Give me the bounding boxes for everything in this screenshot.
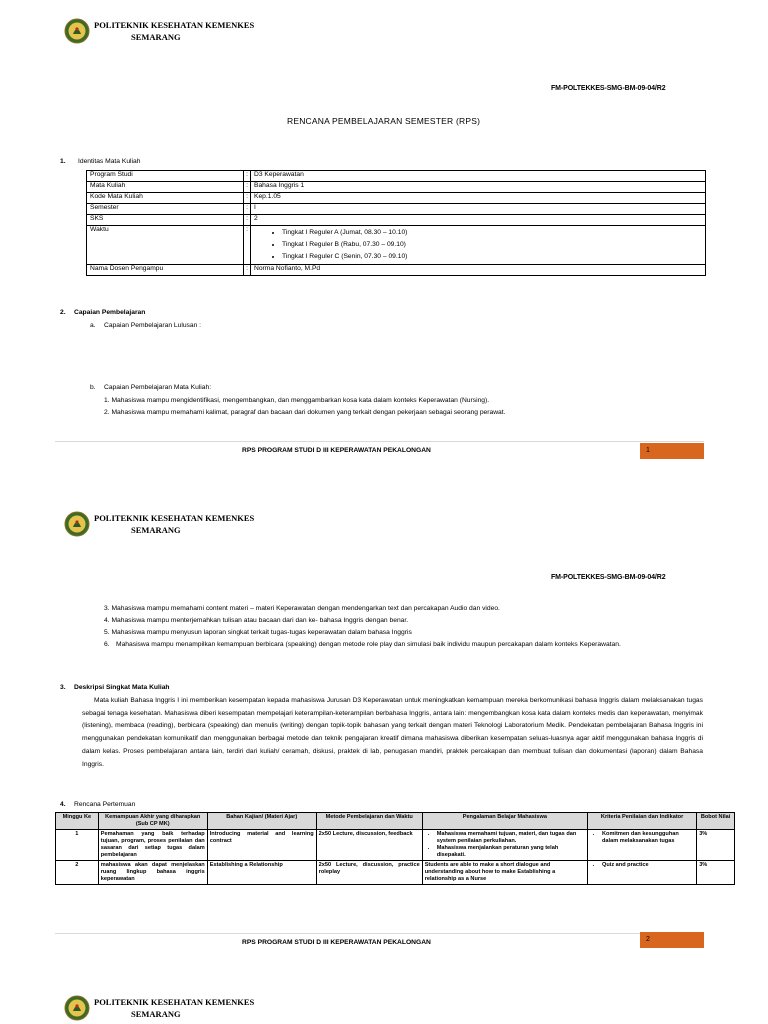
form-code: FM-POLTEKKES-SMG-BM-09-04/R2 xyxy=(551,574,666,581)
cpmk-item-number: 4. xyxy=(104,617,110,624)
section3-title: Deskripsi Singkat Mata Kuliah xyxy=(74,684,170,691)
cpmk-item xyxy=(104,615,704,627)
document-title: RENCANA PEMBELAJARAN SEMESTER (RPS) xyxy=(287,116,481,126)
cell-ability: Pemahaman yang baik terhadap tujuan, program, proses penilaian dan sasaran dari setiap tugas dalam pembelajaran xyxy=(98,830,207,861)
page3-header-logo-block xyxy=(64,995,254,1021)
cpmk-item-text: Mahasiswa mampu mengidentifikasi, mengembangkan, dan menggambarkan kosa kata dalam konteks Keperawatan (Nursing). xyxy=(111,397,490,404)
table-row xyxy=(56,861,735,885)
cpmk-item-text: Mahasiswa mampu menterjemahkan tulisan atau bacaan dari dan ke- bahasa Inggris dengan benar. xyxy=(111,617,409,624)
identity-value: I xyxy=(251,204,706,215)
cpmk-item xyxy=(104,395,704,407)
cell-material: Establishing a Relationship xyxy=(207,861,316,885)
footer-divider xyxy=(55,933,704,934)
cpmk-item-text: Mahasiswa mampu menampilkan kemampuan berbicara (speaking) dengan metode role play dan simulasi baik individu maupun percakapan dalam konteks Keperawatan. xyxy=(116,641,621,648)
experience-item: • Mahasiswa memahami tujuan, materi, dan tugas dan system penilaian perkuliahan. xyxy=(437,831,585,845)
cell-material: Introducing material and learning contract xyxy=(207,830,316,861)
identity-value: Norma Nofianto, M.Pd xyxy=(251,265,706,276)
cpmk-label: Capaian Pembelajaran Mata Kuliah: xyxy=(104,384,212,391)
identity-label: Semester xyxy=(87,204,244,215)
criteria-item: • Quiz and practice xyxy=(602,862,694,869)
cpmk-item xyxy=(104,603,704,615)
cpl-marker: a. xyxy=(90,322,96,329)
section4-number: 4. xyxy=(60,801,66,808)
criteria-item: • Komitmen dan kesungguhan dalam melaksanakan tugas xyxy=(602,831,694,845)
cpmk-list-page2 xyxy=(104,603,704,651)
identity-label: Kode Mata Kuliah xyxy=(87,193,244,204)
cpmk-item-number: 5. xyxy=(104,629,110,636)
identity-row xyxy=(87,265,706,276)
col-header: Metode Pembelajaran dan Waktu xyxy=(316,813,422,830)
cpmk-item xyxy=(104,627,704,639)
cell-experience xyxy=(422,830,587,861)
institution-name: POLITEKNIK KESEHATAN KEMENKES xyxy=(94,513,255,523)
cpmk-marker: b. xyxy=(90,384,96,391)
identity-row xyxy=(87,204,706,215)
identity-sep: : xyxy=(244,265,251,276)
page1-header-logo-block xyxy=(64,18,254,44)
institution-name: POLITEKNIK KESEHATAN KEMENKES xyxy=(94,20,255,30)
cpmk-item xyxy=(104,407,704,419)
section1-number: 1. xyxy=(60,158,66,165)
identity-label: Mata Kuliah xyxy=(87,182,244,193)
col-header: Bobot Nilai xyxy=(697,813,735,830)
identity-label: Waktu xyxy=(87,226,244,265)
page2-header-logo-block xyxy=(64,511,254,537)
identity-value: Bahasa Inggris 1 xyxy=(251,182,706,193)
section2-number: 2. xyxy=(60,309,66,316)
col-header: Minggu Ke xyxy=(56,813,99,830)
poltekkes-emblem-icon xyxy=(64,995,90,1021)
cell-weight: 3% xyxy=(697,830,735,861)
cpmk-item xyxy=(104,639,704,651)
cpl-label: Capaian Pembelajaran Lulusan : xyxy=(104,322,202,329)
identity-label: Nama Dosen Pengampu xyxy=(87,265,244,276)
cpmk-item-number: 2. xyxy=(104,409,110,416)
section4-title: Rencana Pertemuan xyxy=(74,801,136,808)
cell-ability: mahasiswa akan dapat menjelaskan ruang lingkup bahasa inggris keperawatan xyxy=(98,861,207,885)
poltekkes-emblem-icon xyxy=(64,18,90,44)
identity-sep: : xyxy=(244,193,251,204)
cell-week: 2 xyxy=(56,861,99,885)
meeting-plan-table xyxy=(55,812,735,885)
identity-sep: : xyxy=(244,171,251,182)
page-number-box: 1 xyxy=(640,443,704,459)
cell-experience: Students are able to make a short dialogue and understanding about how to make Establishing a relationship as a Nurse xyxy=(422,861,587,885)
table-row xyxy=(56,830,735,861)
institution-city: SEMARANG xyxy=(131,1009,181,1019)
identity-value: Kep.1.05 xyxy=(251,193,706,204)
institution-city: SEMARANG xyxy=(131,32,181,42)
section2-title: Capaian Pembelajaran xyxy=(74,309,146,316)
footer-label: RPS PROGRAM STUDI D III KEPERAWATAN PEKALONGAN xyxy=(242,939,431,946)
identity-row-waktu xyxy=(87,226,706,265)
cell-criteria xyxy=(588,830,697,861)
institution-name: POLITEKNIK KESEHATAN KEMENKES xyxy=(94,997,255,1007)
col-header: Bahan Kajian/ (Materi Ajar) xyxy=(207,813,316,830)
footer-divider xyxy=(55,441,704,442)
cpmk-item-text: Mahasiswa mampu memahami content materi – materi Keperawatan dengan mendengarkan text dan percakapan Audio dan video. xyxy=(111,605,500,612)
form-code: FM-POLTEKKES-SMG-BM-09-04/R2 xyxy=(551,85,666,92)
page-number-box: 2 xyxy=(640,932,704,948)
cpmk-item-number: 3. xyxy=(104,605,110,612)
identity-sep: : xyxy=(244,215,251,226)
cpmk-item-number: 1. xyxy=(104,397,110,404)
schedule-item: • Tingkat I Reguler B (Rabu, 07.30 – 09.10) xyxy=(282,239,702,251)
cell-criteria xyxy=(588,861,697,885)
identity-table xyxy=(86,170,706,276)
identity-sep: : xyxy=(244,226,251,265)
identity-sep: : xyxy=(244,204,251,215)
section1-title: Identitas Mata Kuliah xyxy=(78,158,141,165)
identity-label: Program Studi xyxy=(87,171,244,182)
cpmk-list-page1 xyxy=(104,395,704,419)
col-header: Kriteria Penilaian dan Indikator xyxy=(588,813,697,830)
cpmk-item-text: Mahasiswa mampu memahami kalimat, paragraf dan bacaan dari dokumen yang terkait dengan pekerjaan sebagai seorang perawat. xyxy=(111,409,506,416)
institution-city: SEMARANG xyxy=(131,525,181,535)
identity-row xyxy=(87,182,706,193)
identity-value: 2 xyxy=(251,215,706,226)
cpmk-item-text: Mahasiswa mampu menyusun laporan singkat terkait tugas-tugas keperawatan dalam bahasa Inggris xyxy=(111,629,412,636)
cell-method: 2x50 Lecture, discussion, practice roleplay xyxy=(316,861,422,885)
footer-label: RPS PROGRAM STUDI D III KEPERAWATAN PEKALONGAN xyxy=(242,447,431,454)
identity-row xyxy=(87,215,706,226)
experience-item: • Mahasiswa menjalankan peraturan yang telah disepakati. xyxy=(437,845,585,859)
cell-method: 2x50 Lecture, discussion, feedback xyxy=(316,830,422,861)
identity-sep: : xyxy=(244,182,251,193)
cell-week: 1 xyxy=(56,830,99,861)
col-header: Pengalaman Belajar Mahasiswa xyxy=(422,813,587,830)
col-header: Kemampuan Akhir yang diharapkan (Sub CP MK) xyxy=(98,813,207,830)
schedule-item: • Tingkat I Reguler A (Jumat, 08.30 – 10.10) xyxy=(282,227,702,239)
identity-value-waktu xyxy=(251,226,706,265)
identity-label: SKS xyxy=(87,215,244,226)
cpmk-item-number: 6. xyxy=(104,641,110,648)
identity-value: D3 Keperawatan xyxy=(251,171,706,182)
poltekkes-emblem-icon xyxy=(64,511,90,537)
identity-row xyxy=(87,193,706,204)
meeting-plan-header xyxy=(56,813,735,830)
schedule-item: • Tingkat I Reguler C (Senin, 07.30 – 09.10) xyxy=(282,251,702,263)
course-description: Mata kuliah Bahasa Inggris I ini memberikan kesempatan kepada mahasiswa Jurusan D3 Keperawatan untuk meningkatkan kemampuan mereka berkomunikasi bahasa Inggris dalam melaksanakan tugas sebagai tenaga kesehatan. Mahasiswa diberi kesempatan mempelajari keterampilan-keterampilan berbahasa Inggris, antara lain: mengembangkan kosa kata dalam konteks medis dan keperawatan, menyimak (listening), membaca (reading), berbicara (speaking) dan menulis (writing) dengan topik-topik bahasan yang terkait dengan materi Teknologi Laboratorium Medik. Pendekatan pembelajaran Bahasa Inggris ini menggunakan pendekatan komunikatif dan menggunakan berbagai metode dan teknik pengajaran kreatif dimana mahasiswa diberikan kesempatan seluas-luasnya agar aktif menggunakan bahasa Inggris di dalam kelas. Proses pembelajaran antara lain, terdiri dari kuliah/ ceramah, diskusi, praktek di lab, penugasan mandiri, praktek percakapan dan membuat tulisan dan dokumentasi (laporan) dalam Bahasa Inggris. xyxy=(82,697,703,768)
identity-row xyxy=(87,171,706,182)
section3-number: 3. xyxy=(60,684,66,691)
cell-weight: 3% xyxy=(697,861,735,885)
